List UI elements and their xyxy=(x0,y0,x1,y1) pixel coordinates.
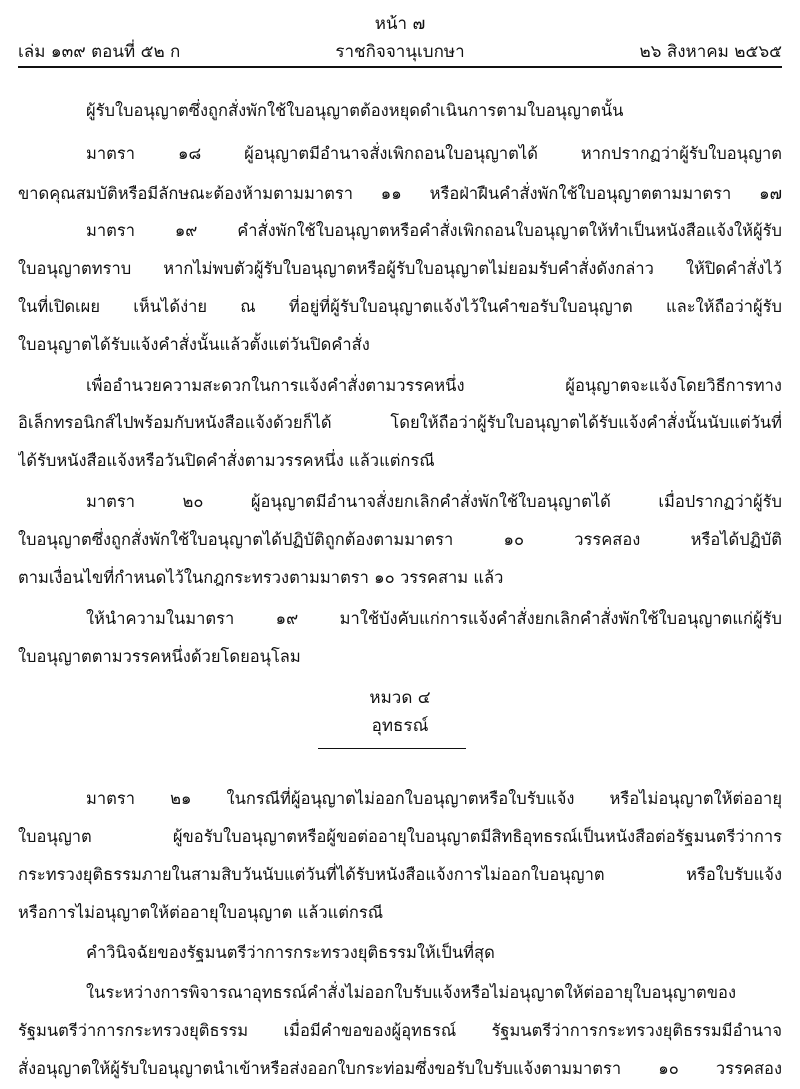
text-line: ขาดคุณสมบัติหรือมีลักษณะต้องห้ามตามมาตรา ๑๑ หรือฝ่าฝืนคำสั่งพักใช้ใบอนุญาตตามมาตรา ๑๗ xyxy=(18,184,782,203)
text-line: เพื่ออำนวยความสะดวกในการแจ้งคำสั่งตามวรรคหนึ่ง ผู้อนุญาตจะแจ้งโดยวิธีการทาง xyxy=(86,376,782,395)
text-line: ใบอนุญาตได้รับแจ้งคำสั่งนั้นแล้วตั้งแต่วันปิดคำสั่ง xyxy=(18,335,370,354)
publication-name: ราชกิจจานุเบกษา xyxy=(335,42,465,62)
text-line: ตามเงื่อนไขที่กำหนดไว้ในกฎกระทรวงตามมาตรา ๑๐ วรรคสาม แล้ว xyxy=(18,568,504,587)
text-line: ใบอนุญาตซึ่งถูกสั่งพักใช้ใบอนุญาตได้ปฏิบัติถูกต้องตามมาตรา ๑๐ วรรคสอง หรือได้ปฏิบัติ xyxy=(18,530,782,549)
text-line: ในระหว่างการพิจารณาอุทธรณ์คำสั่งไม่ออกใบรับแจ้งหรือไม่อนุญาตให้ต่ออายุใบอนุญาตของ xyxy=(86,983,737,1002)
publication-date: ๒๖ สิงหาคม ๒๕๖๕ xyxy=(639,42,782,62)
text-line: มาตรา ๑๙ คำสั่งพักใช้ใบอนุญาตหรือคำสั่งเพิกถอนใบอนุญาตให้ทำเป็นหนังสือแจ้งให้ผู้รับ xyxy=(86,221,782,240)
text-line: ใบอนุญาต ผู้ขอรับใบอนุญาตหรือผู้ขอต่ออายุใบอนุญาตมีสิทธิอุทธรณ์เป็นหนังสือต่อรัฐมนตรีว่าการ xyxy=(18,827,782,846)
header-rule xyxy=(18,66,782,68)
page-header xyxy=(18,38,782,64)
chapter-title: อุทธรณ์ xyxy=(371,716,429,736)
text-line: รัฐมนตรีว่าการกระทรวงยุติธรรม เมื่อมีคำขอของผู้อุทธรณ์ รัฐมนตรีว่าการกระทรวงยุติธรรมมีอำนาจ xyxy=(18,1021,782,1040)
text-line: ได้รับหนังสือแจ้งหรือวันปิดคำสั่งตามวรรคหนึ่ง แล้วแต่กรณี xyxy=(18,451,435,470)
text-line: คำวินิจฉัยของรัฐมนตรีว่าการกระทรวงยุติธรรมให้เป็นที่สุด xyxy=(86,943,495,962)
text-line: ใบอนุญาตตามวรรคหนึ่งด้วยโดยอนุโลม xyxy=(18,647,301,666)
text-line: มาตรา ๒๑ ในกรณีที่ผู้อนุญาตไม่ออกใบอนุญาตหรือใบรับแจ้ง หรือไม่อนุญาตให้ต่ออายุ xyxy=(86,789,782,808)
text-line: กระทรวงยุติธรรมภายในสามสิบวันนับแต่วันที่ได้รับหนังสือแจ้งการไม่ออกใบอนุญาต หรือใบรับแจ้ง xyxy=(18,865,782,884)
text-line: สั่งอนุญาตให้ผู้รับใบอนุญาตนำเข้าหรือส่งออกใบกระท่อมซึ่งขอรับใบรับแจ้งตามมาตรา ๑๐ วรรคสอง xyxy=(18,1059,782,1078)
text-line: หรือการไม่อนุญาตให้ต่ออายุใบอนุญาต แล้วแต่กรณี xyxy=(18,903,384,922)
text-line: ในที่เปิดเผย เห็นได้ง่าย ณ ที่อยู่ที่ผู้รับใบอนุญาตแจ้งไว้ในคำขอรับใบอนุญาต และให้ถือว่าผู้รับ xyxy=(18,297,782,316)
text-line: ให้นำความในมาตรา ๑๙ มาใช้บังคับแก่การแจ้งคำสั่งยกเลิกคำสั่งพักใช้ใบอนุญาตแก่ผู้รับ xyxy=(86,609,782,628)
page-number: หน้า ๗ xyxy=(374,14,426,34)
text-line: ใบอนุญาตทราบ หากไม่พบตัวผู้รับใบอนุญาตหรือผู้รับใบอนุญาตไม่ยอมรับคำสั่งดังกล่าว ให้ปิดคำสั่งไว้ xyxy=(18,259,782,278)
text-line: มาตรา ๑๘ ผู้อนุญาตมีอำนาจสั่งเพิกถอนใบอนุญาตได้ หากปรากฏว่าผู้รับใบอนุญาต xyxy=(86,144,782,163)
text-line: มาตรา ๒๐ ผู้อนุญาตมีอำนาจสั่งยกเลิกคำสั่งพักใช้ใบอนุญาตได้ เมื่อปรากฏว่าผู้รับ xyxy=(86,492,782,511)
text-line: ผู้รับใบอนุญาตซึ่งถูกสั่งพักใช้ใบอนุญาตต้องหยุดดำเนินการตามใบอนุญาตนั้น xyxy=(86,101,624,120)
text-line: อิเล็กทรอนิกส์ไปพร้อมกับหนังสือแจ้งด้วยก็ได้ โดยให้ถือว่าผู้รับใบอนุญาตได้รับแจ้งคำสั่งนั้นนับแต่วันที่ xyxy=(18,413,782,432)
chapter-heading: หมวด ๔ xyxy=(369,688,431,708)
chapter-divider xyxy=(318,748,466,749)
volume-issue: เล่ม ๑๓๙ ตอนที่ ๕๒ ก xyxy=(18,42,181,62)
